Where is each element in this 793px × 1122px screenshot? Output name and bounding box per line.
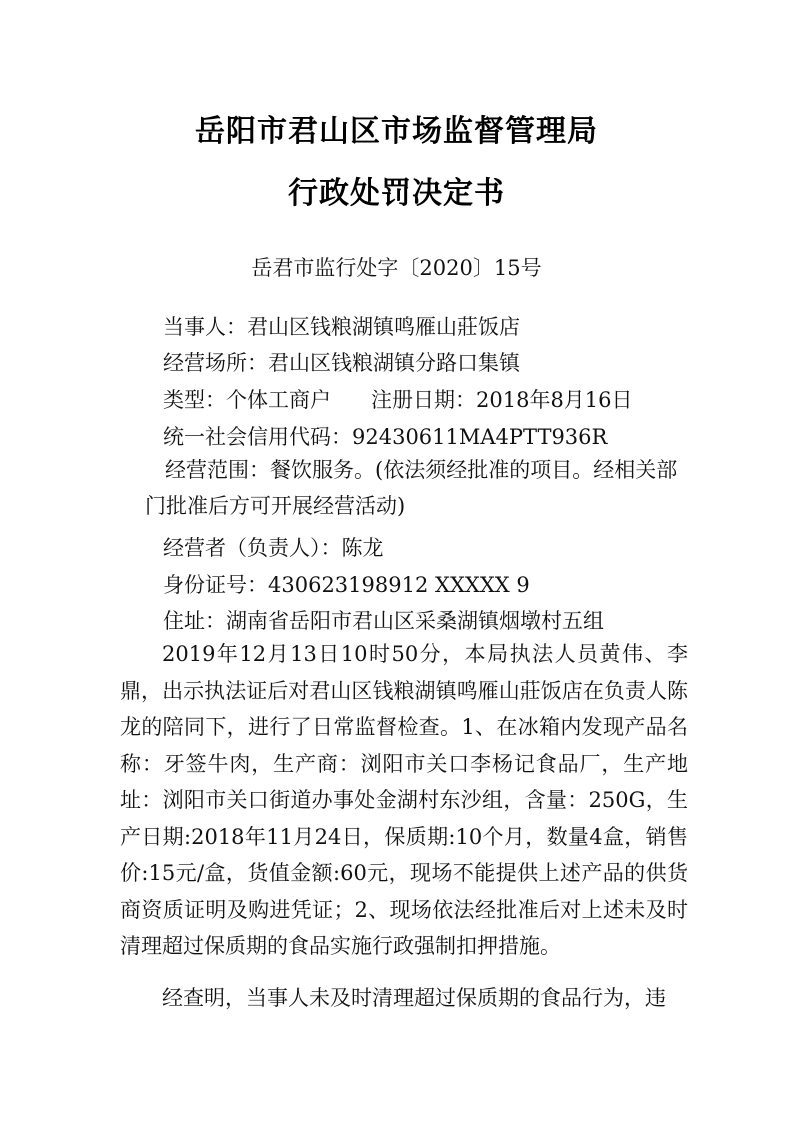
credit-code-label: 统一社会信用代码： bbox=[163, 425, 352, 449]
finding-paragraph: 经查明，当事人未及时清理超过保质期的食品行为，违 bbox=[162, 986, 666, 1010]
type-label: 类型： bbox=[163, 388, 226, 412]
address-label: 住址： bbox=[163, 609, 226, 633]
address-value: 湖南省岳阳市君山区采桑湖镇烟墩村五组 bbox=[226, 609, 604, 633]
operator-label: 经营者（负责人）： bbox=[163, 536, 342, 560]
type-value: 个体工商户 bbox=[226, 388, 331, 412]
business-place-line bbox=[163, 347, 793, 377]
business-scope bbox=[145, 452, 685, 524]
id-number-value: 430623198912 XXXXX 9 bbox=[268, 573, 530, 597]
party-name-label: 当事人： bbox=[163, 315, 247, 339]
operator-value: 陈龙 bbox=[341, 536, 384, 560]
operator-line bbox=[163, 532, 793, 562]
document-number: 岳君市监行处字〔2020〕15号 bbox=[251, 256, 542, 280]
party-name-line bbox=[163, 311, 793, 341]
business-scope-value: 餐饮服务。(依法须经批准的项目。经相关部门批准后方可开展经营活动) bbox=[145, 458, 678, 518]
id-number-line bbox=[163, 569, 793, 599]
business-place-label: 经营场所： bbox=[163, 351, 268, 375]
document-title: 岳阳市君山区市场监督管理局 bbox=[195, 114, 598, 149]
document-subtitle: 行政处罚决定书 bbox=[288, 176, 505, 211]
credit-code-value: 92430611MA4PTT936R bbox=[352, 425, 608, 449]
type-line bbox=[163, 384, 793, 414]
id-number-label: 身份证号： bbox=[163, 573, 268, 597]
address-line bbox=[163, 605, 793, 635]
reg-date-value: 2018年8月16日 bbox=[476, 388, 633, 412]
party-name-value: 君山区钱粮湖镇鸣雁山莊饭店 bbox=[247, 315, 520, 339]
reg-date-label: 注册日期： bbox=[371, 388, 476, 412]
inspection-paragraph: 2019年12月13日10时50分，本局执法人员黄伟、李鼎，出示执法证后对君山区钱粮湖镇鸣雁山莊饭店在负责人陈龙的陪同下，进行了日常监督检查。1、在冰箱内发现产品名称：牙签牛肉，生产商：浏阳市关口李杨记食品厂，生产地址：浏阳市关口街道办事处金湖村东沙组，含量：250G，生产日期:2018年11月24日，保质期:10个月，数量4盒，销售价:15元/盒，货值金额:60元，现场不能提供上述产品的供货商资质证明及购进凭证；2、现场依法经批准后对上述未及时清理超过保质期的食品实施行政强制扣押措施。 bbox=[120, 642, 688, 958]
business-place-value: 君山区钱粮湖镇分路口集镇 bbox=[268, 351, 520, 375]
business-scope-label: 经营范围： bbox=[165, 458, 270, 482]
credit-code-line bbox=[163, 421, 793, 451]
